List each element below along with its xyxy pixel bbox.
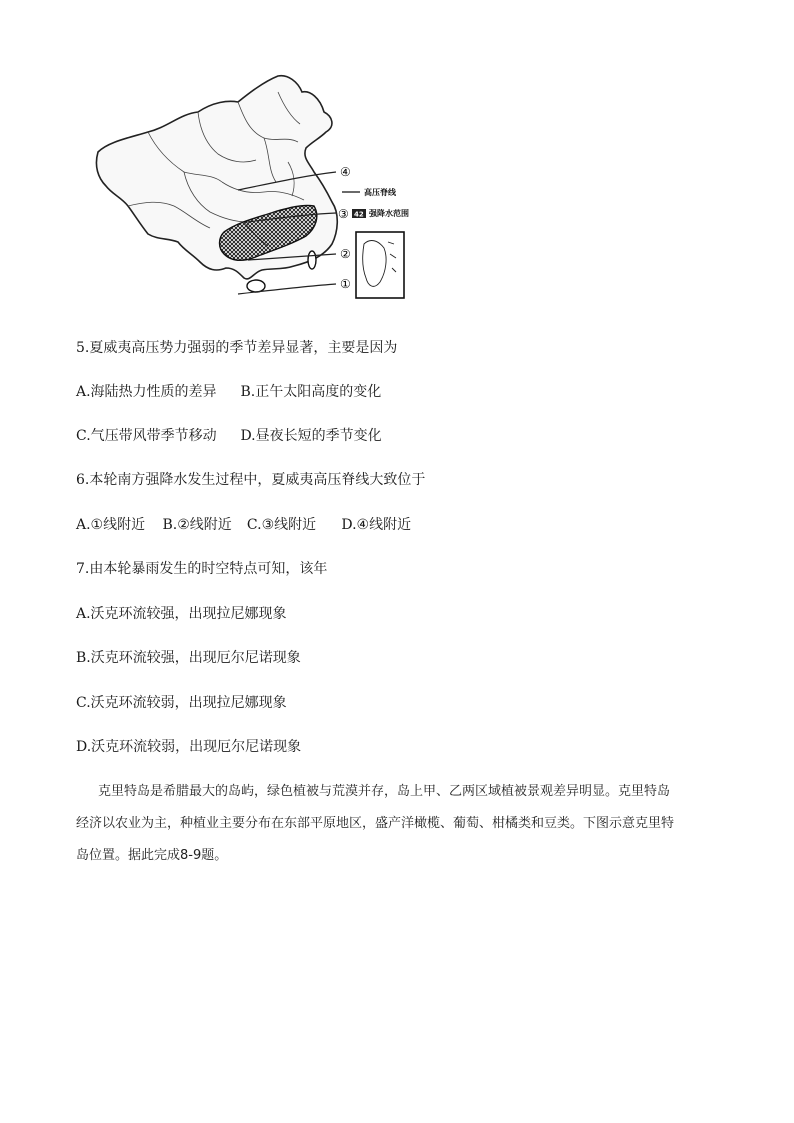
q7-option-c: C.沃克环流较弱，出现拉尼娜现象 [76, 695, 287, 711]
q6-option-c: C.③线附近 [246, 517, 317, 533]
passage-line-3: 岛位置。据此完成8-9题。 [76, 848, 228, 863]
question-5-options-row-1 [76, 382, 381, 402]
line-label-1: ① [340, 277, 351, 291]
q6-option-d: D.④线附近 [341, 517, 412, 533]
line-label-4: ④ [340, 165, 351, 179]
passage-line-1-text: 克里特岛是希腊最大的岛屿，绿色植被与荒漠并存，岛上甲、乙两区域植被景观差异明显。克里特岛 [98, 784, 671, 799]
q7-option-a: A.沃克环流较强，出现拉尼娜现象 [76, 606, 287, 622]
question-7-stem: 7.由本轮暴雨发生的时空特点可知，该年 [76, 561, 328, 577]
q5-option-d: D.昼夜长短的季节变化 [240, 428, 382, 444]
south-china-sea-inset [356, 232, 404, 298]
question-5-stem: 5.夏威夷高压势力强弱的季节差异显著，主要是因为 [76, 340, 398, 356]
q7-option-b: B.沃克环流较强，出现厄尔尼诺现象 [76, 650, 301, 666]
hainan-island [247, 280, 265, 292]
passage-line-1 [76, 776, 726, 808]
q6-option-b: B.②线附近 [162, 517, 232, 533]
legend-rain-label: 强降水范围 [369, 209, 409, 218]
china-map-figure [88, 72, 418, 310]
line-label-3: ③ [338, 207, 349, 221]
q7-option-d: D.沃克环流较弱，出现厄尔尼诺现象 [76, 739, 302, 755]
q6-option-a: A.①线附近 [76, 517, 146, 533]
question-6-options-row [76, 515, 411, 535]
q5-option-c: C.气压带风带季节移动 [76, 428, 217, 444]
line-label-2: ② [340, 247, 351, 261]
passage-line-2: 经济以农业为主，种植业主要分布在东部平原地区，盛产洋橄榄、葡萄、柑橘类和豆类。下图示意克里特 [76, 816, 675, 831]
legend-rain-box-text: 42 [354, 210, 364, 219]
legend-ridge-label: 高压脊线 [364, 188, 396, 197]
crete-passage [76, 776, 726, 872]
china-map [88, 72, 418, 310]
question-5-options-row-2 [76, 426, 382, 446]
q5-option-b: B.正午太阳高度的变化 [240, 384, 382, 400]
question-6-stem: 6.本轮南方强降水发生过程中，夏威夷高压脊线大致位于 [76, 472, 426, 488]
q5-option-a: A.海陆热力性质的差异 [76, 384, 217, 400]
taiwan-island [308, 251, 316, 269]
map-legend [342, 187, 409, 219]
